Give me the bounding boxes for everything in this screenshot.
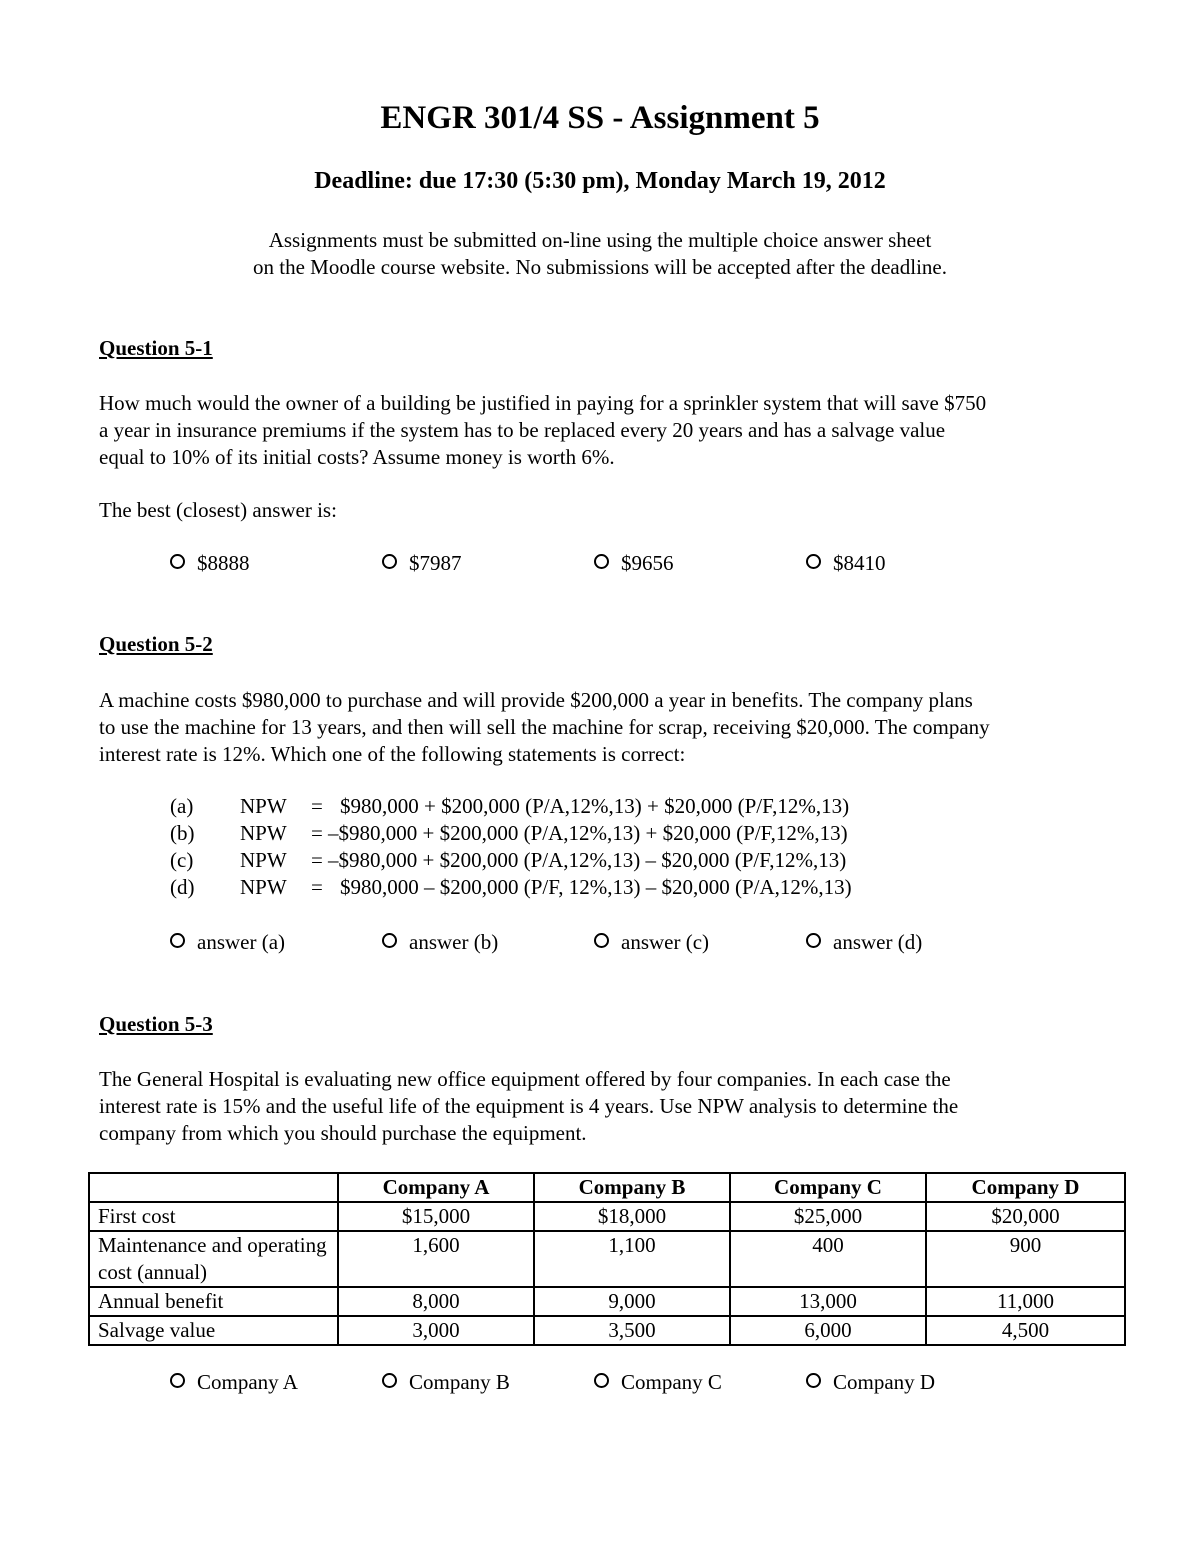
statement-label: (a) [170, 794, 194, 818]
radio-button-icon[interactable] [594, 933, 609, 948]
statement-var: NPW [240, 848, 287, 872]
option-label: Company D [833, 1370, 936, 1394]
option-label: $8888 [197, 551, 250, 575]
text-line: interest rate is 15% and the useful life of the equipment is 4 years. Use NPW analysis to determine the [99, 1094, 959, 1118]
table-cell: 900 [926, 1231, 1125, 1287]
statement-expr: $980,000 – $200,000 (P/F, 12%,13) – $20,000 (P/A,12%,13) [340, 875, 852, 899]
table-cell: $18,000 [534, 1202, 730, 1231]
q2-option-d[interactable] [806, 930, 922, 955]
question-1-prompt: The best (closest) answer is: [99, 498, 337, 522]
table-cell: 8,000 [338, 1287, 534, 1316]
intro-line: on the Moodle course website. No submissions will be accepted after the deadline. [253, 255, 947, 279]
company-comparison-table [88, 1172, 1126, 1346]
row-label: Annual benefit [89, 1287, 338, 1316]
q3-option-c[interactable] [594, 1370, 722, 1395]
deadline: Deadline: due 17:30 (5:30 pm), Monday March 19, 2012 [314, 168, 886, 194]
radio-button-icon[interactable] [170, 554, 185, 569]
statement-var: NPW [240, 875, 287, 899]
table-cell: 3,000 [338, 1316, 534, 1345]
radio-button-icon[interactable] [382, 1373, 397, 1388]
table-row [89, 1202, 1125, 1231]
q2-option-c[interactable] [594, 930, 709, 955]
intro-text [0, 227, 1200, 281]
statement-op: = [311, 848, 323, 872]
option-label: answer (c) [621, 930, 710, 954]
question-3-options [170, 1370, 1070, 1396]
text-line: equal to 10% of its initial costs? Assume money is worth 6%. [99, 445, 615, 469]
statement-op: = [311, 821, 323, 845]
statement-expr: –$980,000 + $200,000 (P/A,12%,13) + $20,000 (P/F,12%,13) [328, 821, 848, 845]
table-cell: 400 [730, 1231, 926, 1287]
row-label: First cost [89, 1202, 338, 1231]
option-label: Company C [621, 1370, 722, 1394]
radio-button-icon[interactable] [382, 933, 397, 948]
text-line: How much would the owner of a building be justified in paying for a sprinkler system that will save $750 [99, 391, 987, 415]
statement-label: (c) [170, 848, 194, 872]
page-title: ENGR 301/4 SS - Assignment 5 [380, 100, 820, 136]
question-2-heading: Question 5-2 [99, 632, 213, 656]
table-header-cell: Company B [534, 1173, 730, 1202]
row-label: Salvage value [89, 1316, 338, 1345]
intro-line: Assignments must be submitted on-line using the multiple choice answer sheet [268, 228, 932, 252]
statement-var: NPW [240, 794, 287, 818]
q3-option-a[interactable] [170, 1370, 298, 1395]
statement-var: NPW [240, 821, 287, 845]
table-row [89, 1316, 1125, 1345]
option-label: Company A [197, 1370, 298, 1394]
question-3-text [99, 1066, 1109, 1147]
q3-option-d[interactable] [806, 1370, 935, 1395]
radio-button-icon[interactable] [594, 554, 609, 569]
q1-option-c[interactable] [594, 551, 674, 576]
text-line: The General Hospital is evaluating new office equipment offered by four companies. In each case the [99, 1067, 951, 1091]
table-row [89, 1231, 1125, 1287]
question-1-options [170, 551, 1070, 577]
statement-label: (d) [170, 875, 195, 899]
statement-op: = [311, 875, 323, 899]
q1-option-d[interactable] [806, 551, 886, 576]
radio-button-icon[interactable] [806, 933, 821, 948]
table-cell: 11,000 [926, 1287, 1125, 1316]
option-label: Company B [409, 1370, 510, 1394]
table-header-cell [89, 1173, 338, 1202]
table-cell: 4,500 [926, 1316, 1125, 1345]
q2-option-b[interactable] [382, 930, 498, 955]
radio-button-icon[interactable] [170, 933, 185, 948]
table-cell: 6,000 [730, 1316, 926, 1345]
table-header-cell: Company C [730, 1173, 926, 1202]
statement-label: (b) [170, 821, 195, 845]
table-cell: $20,000 [926, 1202, 1125, 1231]
table-cell: 3,500 [534, 1316, 730, 1345]
radio-button-icon[interactable] [170, 1373, 185, 1388]
text-line: A machine costs $980,000 to purchase and will provide $200,000 a year in benefits. The company plans [99, 688, 973, 712]
statement-expr: –$980,000 + $200,000 (P/A,12%,13) – $20,000 (P/F,12%,13) [328, 848, 847, 872]
text-line: to use the machine for 13 years, and then will sell the machine for scrap, receiving $20,000. The company [99, 715, 990, 739]
text-line: interest rate is 12%. Which one of the following statements is correct: [99, 742, 686, 766]
table-cell: $15,000 [338, 1202, 534, 1231]
table-header-cell: Company D [926, 1173, 1125, 1202]
table-cell: 1,100 [534, 1231, 730, 1287]
question-1-text [99, 390, 1109, 471]
statement-op: = [311, 794, 323, 818]
text-line: company from which you should purchase the equipment. [99, 1121, 587, 1145]
row-label: Maintenance and operating cost (annual) [89, 1231, 338, 1287]
radio-button-icon[interactable] [806, 1373, 821, 1388]
q1-option-a[interactable] [170, 551, 250, 576]
radio-button-icon[interactable] [382, 554, 397, 569]
option-label: answer (b) [409, 930, 499, 954]
text-line: a year in insurance premiums if the system has to be replaced every 20 years and has a salvage value [99, 418, 946, 442]
statement-expr: $980,000 + $200,000 (P/A,12%,13) + $20,000 (P/F,12%,13) [340, 794, 850, 818]
question-2-text [99, 687, 1109, 768]
table-cell: $25,000 [730, 1202, 926, 1231]
question-1-heading: Question 5-1 [99, 336, 213, 360]
table-cell: 9,000 [534, 1287, 730, 1316]
radio-button-icon[interactable] [806, 554, 821, 569]
question-2-options [170, 930, 1070, 956]
question-3-heading: Question 5-3 [99, 1012, 213, 1036]
option-label: answer (a) [197, 930, 286, 954]
option-label: $8410 [833, 551, 886, 575]
table-row [89, 1287, 1125, 1316]
option-label: answer (d) [833, 930, 923, 954]
table-header-row [89, 1173, 1125, 1202]
option-label: $9656 [621, 551, 674, 575]
table-cell: 13,000 [730, 1287, 926, 1316]
q3-option-b[interactable] [382, 1370, 510, 1395]
table-header-cell: Company A [338, 1173, 534, 1202]
q1-option-b[interactable] [382, 551, 462, 576]
q2-option-a[interactable] [170, 930, 285, 955]
radio-button-icon[interactable] [594, 1373, 609, 1388]
table-cell: 1,600 [338, 1231, 534, 1287]
option-label: $7987 [409, 551, 462, 575]
